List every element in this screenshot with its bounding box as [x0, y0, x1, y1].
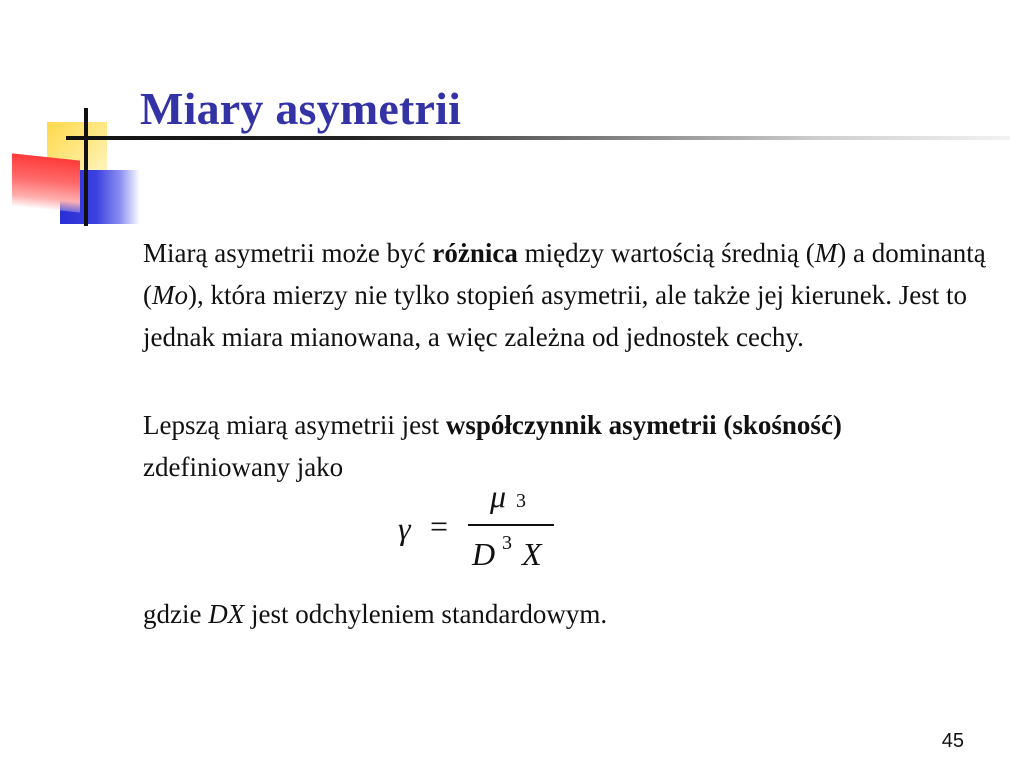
text-run: Miarą asymetrii może być	[143, 238, 433, 268]
corner-logo-decoration	[0, 100, 150, 230]
formula-gamma-symbol: γ	[398, 510, 411, 546]
paragraph-difference-measure	[143, 232, 993, 358]
formula-d-exponent: 3	[502, 532, 512, 554]
vertical-line-decoration	[84, 108, 88, 226]
skewness-formula	[398, 478, 568, 582]
formula-mu-subscript: 3	[516, 490, 526, 512]
italic-symbol-mode: Mo	[152, 280, 188, 310]
paragraph-skewness-coefficient	[143, 404, 993, 488]
formula-fraction-bar	[468, 524, 554, 526]
text-run: ) a dominantą (	[143, 238, 986, 310]
formula-mu-symbol: μ	[490, 478, 507, 514]
formula-d-symbol: D	[472, 536, 496, 572]
text-run: Lepszą miarą asymetrii jest	[143, 410, 446, 440]
text-run: gdzie	[143, 599, 209, 629]
slide-title: Miary asymetrii	[140, 83, 462, 134]
formula-x-symbol: X	[522, 536, 542, 572]
formula-equals-sign: =	[430, 508, 449, 544]
italic-symbol-dx: DX	[208, 599, 245, 629]
text-run: ), która mierzy nie tylko stopień asymetrii, ale także jej kierunek. Jest to jednak miara mianowana, a więc zależna od jednostek cechy.	[143, 280, 968, 352]
italic-symbol-mean: M	[814, 238, 838, 268]
text-run: jest odchyleniem standardowym.	[244, 599, 608, 629]
bold-term-skewness: współczynnik asymetrii (skośność)	[445, 410, 842, 440]
page-number: 45	[941, 730, 964, 752]
title-underline-rule	[66, 136, 1010, 140]
red-square-decoration	[12, 153, 80, 212]
paragraph-dx-definition	[143, 593, 993, 635]
text-run: zdefiniowany jako	[143, 452, 344, 482]
text-run: między wartością średnią (	[517, 238, 815, 268]
bold-term-difference: różnica	[432, 238, 518, 268]
